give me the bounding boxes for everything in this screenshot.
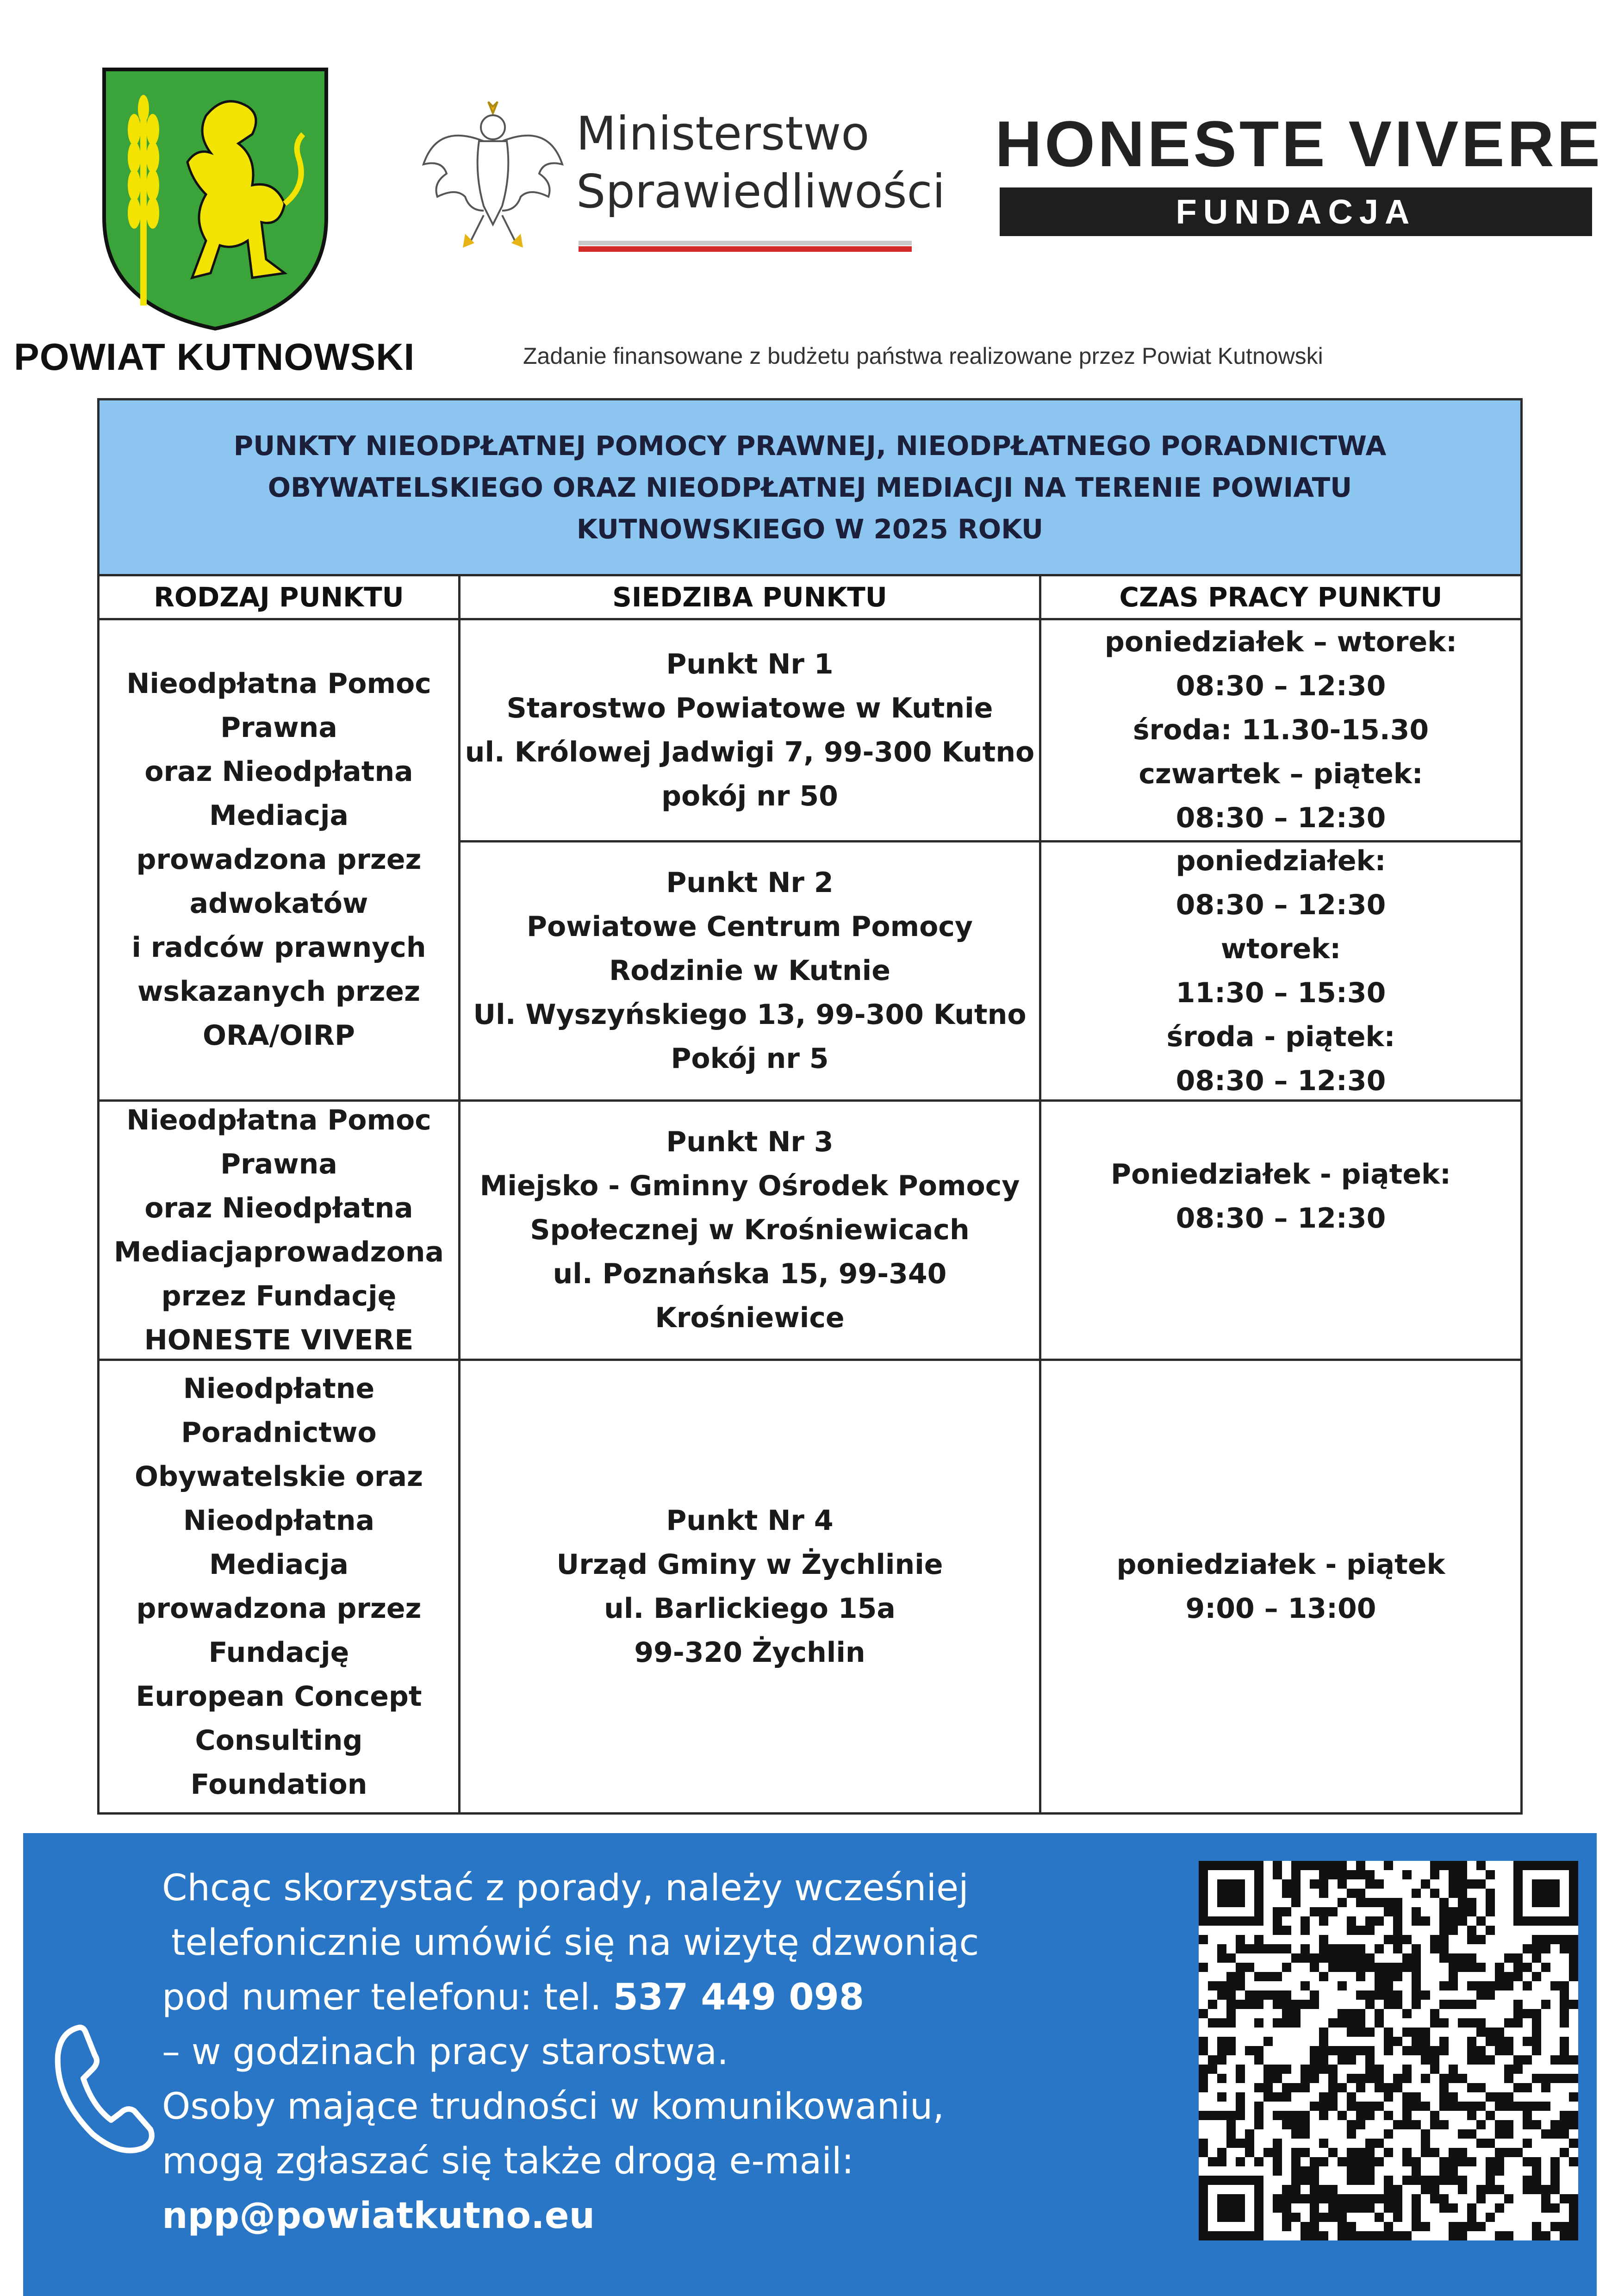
point-hours-cell: poniedziałek - piątek 9:00 – 13:00 xyxy=(1116,1548,1445,1625)
contact-phone-prefix: pod numer telefonu: tel. xyxy=(162,1977,613,2018)
ministry-name-line1: Ministerstwo xyxy=(576,106,870,161)
contact-footer xyxy=(23,1833,1597,2296)
table-title xyxy=(100,400,1520,576)
contact-line: Chcąc skorzystać z porady, należy wcześniej xyxy=(162,1867,969,1909)
point-hours-cell: poniedziałek: 08:30 – 12:30 wtorek: 11:30 – 15:30 środa - piątek: 08:30 – 12:30 xyxy=(1166,844,1395,1097)
point-hours-cell: poniedziałek – wtorek: 08:30 – 12:30 środa: 11.30-15.30 czwartek – piątek: 08:30 – 12:30 xyxy=(1104,626,1457,834)
contact-line: telefonicznie umówić się na wizytę dzwoniąc xyxy=(171,1922,979,1964)
ministry-divider-red xyxy=(579,246,912,252)
column-header-hours: CZAS PRACY PUNKTU xyxy=(1041,576,1520,620)
phone-icon xyxy=(51,2018,157,2157)
point-type-cell: Nieodpłatna Pomoc Prawna oraz Nieodpłatna Mediacja prowadzona przez adwokatów i radców prawnych wskazanych przez ORA/OIRP xyxy=(126,668,431,1052)
ministry-divider-gray xyxy=(579,241,912,245)
point-location-cell: Punkt Nr 1 Starostwo Powiatowe w Kutnie ul. Królowej Jadwigi 7, 99-300 Kutno pokój nr 50 xyxy=(465,648,1035,812)
contact-line: – w godzinach pracy starostwa. xyxy=(162,2031,729,2073)
contact-line: Osoby mające trudności w komunikowaniu, xyxy=(162,2086,945,2128)
powiat-kutnowski-crest xyxy=(100,65,331,333)
point-type-cell: Nieodpłatna Pomoc Prawna oraz Nieodpłatna Mediacjaprowadzona przez Fundację HONESTE VIVERE xyxy=(114,1104,444,1356)
email-link[interactable]: npp@powiatkutno.eu xyxy=(162,2195,595,2237)
point-hours-cell: Poniedziałek - piątek: 08:30 – 12:30 xyxy=(1111,1158,1451,1235)
contact-line-phone xyxy=(162,1970,1180,2025)
column-header-type: RODZAJ PUNKTU xyxy=(100,576,458,620)
point-location-cell: Punkt Nr 2 Powiatowe Centrum Pomocy Rodzinie w Kutnie Ul. Wyszyńskiego 13, 99-300 Kutno Pokój nr 5 xyxy=(473,867,1027,1075)
phone-number[interactable]: 537 449 098 xyxy=(613,1977,865,2018)
point-location-cell: Punkt Nr 3 Miejsko - Gminny Ośrodek Pomocy Społecznej w Krośniewicach ul. Poznańska 15, 99-340 Krośniewice xyxy=(479,1126,1020,1334)
foundation-logo-title: HONESTE VIVERE xyxy=(995,107,1603,180)
point-type-cell: Nieodpłatne Poradnictwo Obywatelskie oraz Nieodpłatna Mediacja prowadzona przez Fundację European Concept Consulting Foundation xyxy=(135,1372,423,1801)
contact-line: mogą zgłaszać się także drogą e-mail: xyxy=(162,2140,854,2182)
ministry-name-line2: Sprawiedliwości xyxy=(576,164,946,218)
table-title-text: PUNKTY NIEODPŁATNEJ POMOCY PRAWNEJ, NIEODPŁATNEGO PORADNICTWA OBYWATELSKIEGO ORAZ NIEODPŁATNEJ MEDIACJI NA TERENIE POWIATU KUTNOWSKIEGO W 2025 ROKU xyxy=(233,430,1387,545)
contact-info xyxy=(162,1861,1180,2243)
funding-note: Zadanie finansowane z budżetu państwa realizowane przez Powiat Kutnowski xyxy=(523,343,1323,369)
point-location-cell: Punkt Nr 4 Urząd Gminy w Żychlinie ul. Barlickiego 15a 99-320 Żychlin xyxy=(556,1504,943,1669)
qr-code[interactable] xyxy=(1199,1861,1578,2240)
legal-aid-points-table xyxy=(97,398,1523,1815)
polish-eagle-emblem xyxy=(419,95,567,252)
foundation-logo-subtitle: FUNDACJA xyxy=(1000,187,1592,236)
powiat-name: POWIAT KUTNOWSKI xyxy=(14,336,415,378)
column-header-location: SIEDZIBA PUNKTU xyxy=(461,576,1039,620)
